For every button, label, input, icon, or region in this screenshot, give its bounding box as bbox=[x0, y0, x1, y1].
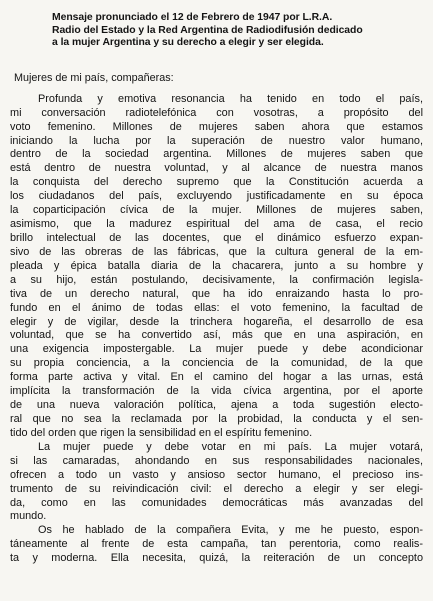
text-line: ofrecen a todo un vasto y ansioso sector humano, el precioso ins- bbox=[10, 468, 423, 481]
text-line: voto femenino. Millones de mujeres saben ahora que estamos bbox=[10, 120, 423, 133]
text-line: ral que no sea la reclamada por la probidad, la conducta y el sen- bbox=[10, 412, 423, 425]
paragraph-3 bbox=[10, 524, 423, 566]
text-line: mi conversación radiotelefónica con vosotras, a propósito del bbox=[10, 106, 423, 119]
document-heading bbox=[52, 12, 430, 50]
paragraph-2 bbox=[10, 441, 423, 525]
text-line: da, como en las comunidades democráticas más avanzadas del bbox=[10, 496, 423, 509]
text-line: fundo en el ánimo de todas ellas: el voto femenino, la facultad de bbox=[10, 301, 423, 314]
text-line: los ciudadanos del país, excluyendo justificadamente en su época bbox=[10, 190, 423, 203]
heading-line: Radio del Estado y la Red Argentina de Radiodifusión dedicado bbox=[52, 24, 363, 36]
text-line: una exigencia impostergable. La mujer puede y debe acondicionar bbox=[10, 343, 423, 356]
text-line: tido del orden que rigen la sensibilidad en el espíritu femenino. bbox=[10, 426, 313, 439]
text-line: dentro de la sociedad argentina. Millones de mujeres saben que bbox=[10, 148, 423, 161]
text-line: forma parte activa y vital. En el camino del hogar a las urnas, está bbox=[10, 371, 423, 384]
text-line: táneamente al frente de esta campaña, tan perentoria, como realis- bbox=[10, 538, 423, 551]
text-line: si las camaradas, ahondando en sus responsabilidades nacionales, bbox=[10, 454, 423, 467]
text-line: iniciando la lucha por la superación de nuestro valor humano, bbox=[10, 134, 423, 147]
text-line: voluntad, que se ha convertido así, más que en una aspiración, en bbox=[10, 329, 423, 342]
text-line: pleada y épica batalla diaria de la chacarera, junto a su hombre y bbox=[10, 259, 423, 272]
text-line: brillo intelectual de las docentes, que el dinámico esfuerzo expan- bbox=[10, 232, 423, 244]
text-line: a su hijo, están postulando, decisivamente, la confirmación legisla- bbox=[10, 273, 423, 286]
text-line: trumento de su reivindicación civil: el derecho a elegir y ser elegi- bbox=[10, 482, 423, 495]
text-line: elegir y de vigilar, desde la trinchera hogareña, el desarrollo de esa bbox=[10, 315, 423, 328]
text-line: de una nueva valoración política, ajena a toda sugestión electo- bbox=[10, 399, 423, 412]
text-line: La mujer puede y debe votar en mi país. La mujer votará, bbox=[38, 440, 423, 453]
salutation: Mujeres de mi país, compañeras: bbox=[14, 71, 174, 84]
text-line: Os he hablado de la compañera Evita, y me he puesto, espon- bbox=[38, 524, 423, 537]
text-line: asimismo, que la madurez espiritual del ama de casa, el recio bbox=[10, 218, 423, 231]
text-line: la conquista del derecho supremo que la Constitución acuerda a bbox=[10, 176, 423, 189]
text-line: sivo de las obreras de las fábricas, que la cultura general de la em- bbox=[10, 245, 423, 258]
text-line: ta y moderna. Ella necesita, quizá, la reiteración de un concepto bbox=[10, 552, 423, 565]
heading-line: Mensaje pronunciado el 12 de Febrero de 1947 por L.R.A. bbox=[52, 12, 333, 23]
text-line: tiva de un derecho natural, que ha ido enraizando hasta lo pro- bbox=[10, 287, 423, 300]
heading-line: a la mujer Argentina y su derecho a elegir y ser elegida. bbox=[52, 37, 324, 49]
paragraph-1 bbox=[10, 93, 423, 441]
text-line: mundo. bbox=[10, 510, 47, 523]
text-line: su propia conciencia, a la conciencia de la comunidad, de la que bbox=[10, 357, 423, 370]
text-line: implícita la transformación de la vida cívica argentina, por el aporte bbox=[10, 385, 423, 398]
text-line: está dentro de nuestra voluntad, y al alcance de nuestra manos bbox=[10, 162, 423, 175]
text-line: la coparticipación cívica de la mujer. Millones de mujeres saben, bbox=[10, 204, 423, 217]
text-line: Profunda y emotiva resonancia ha tenido en todo el país, bbox=[38, 92, 423, 105]
